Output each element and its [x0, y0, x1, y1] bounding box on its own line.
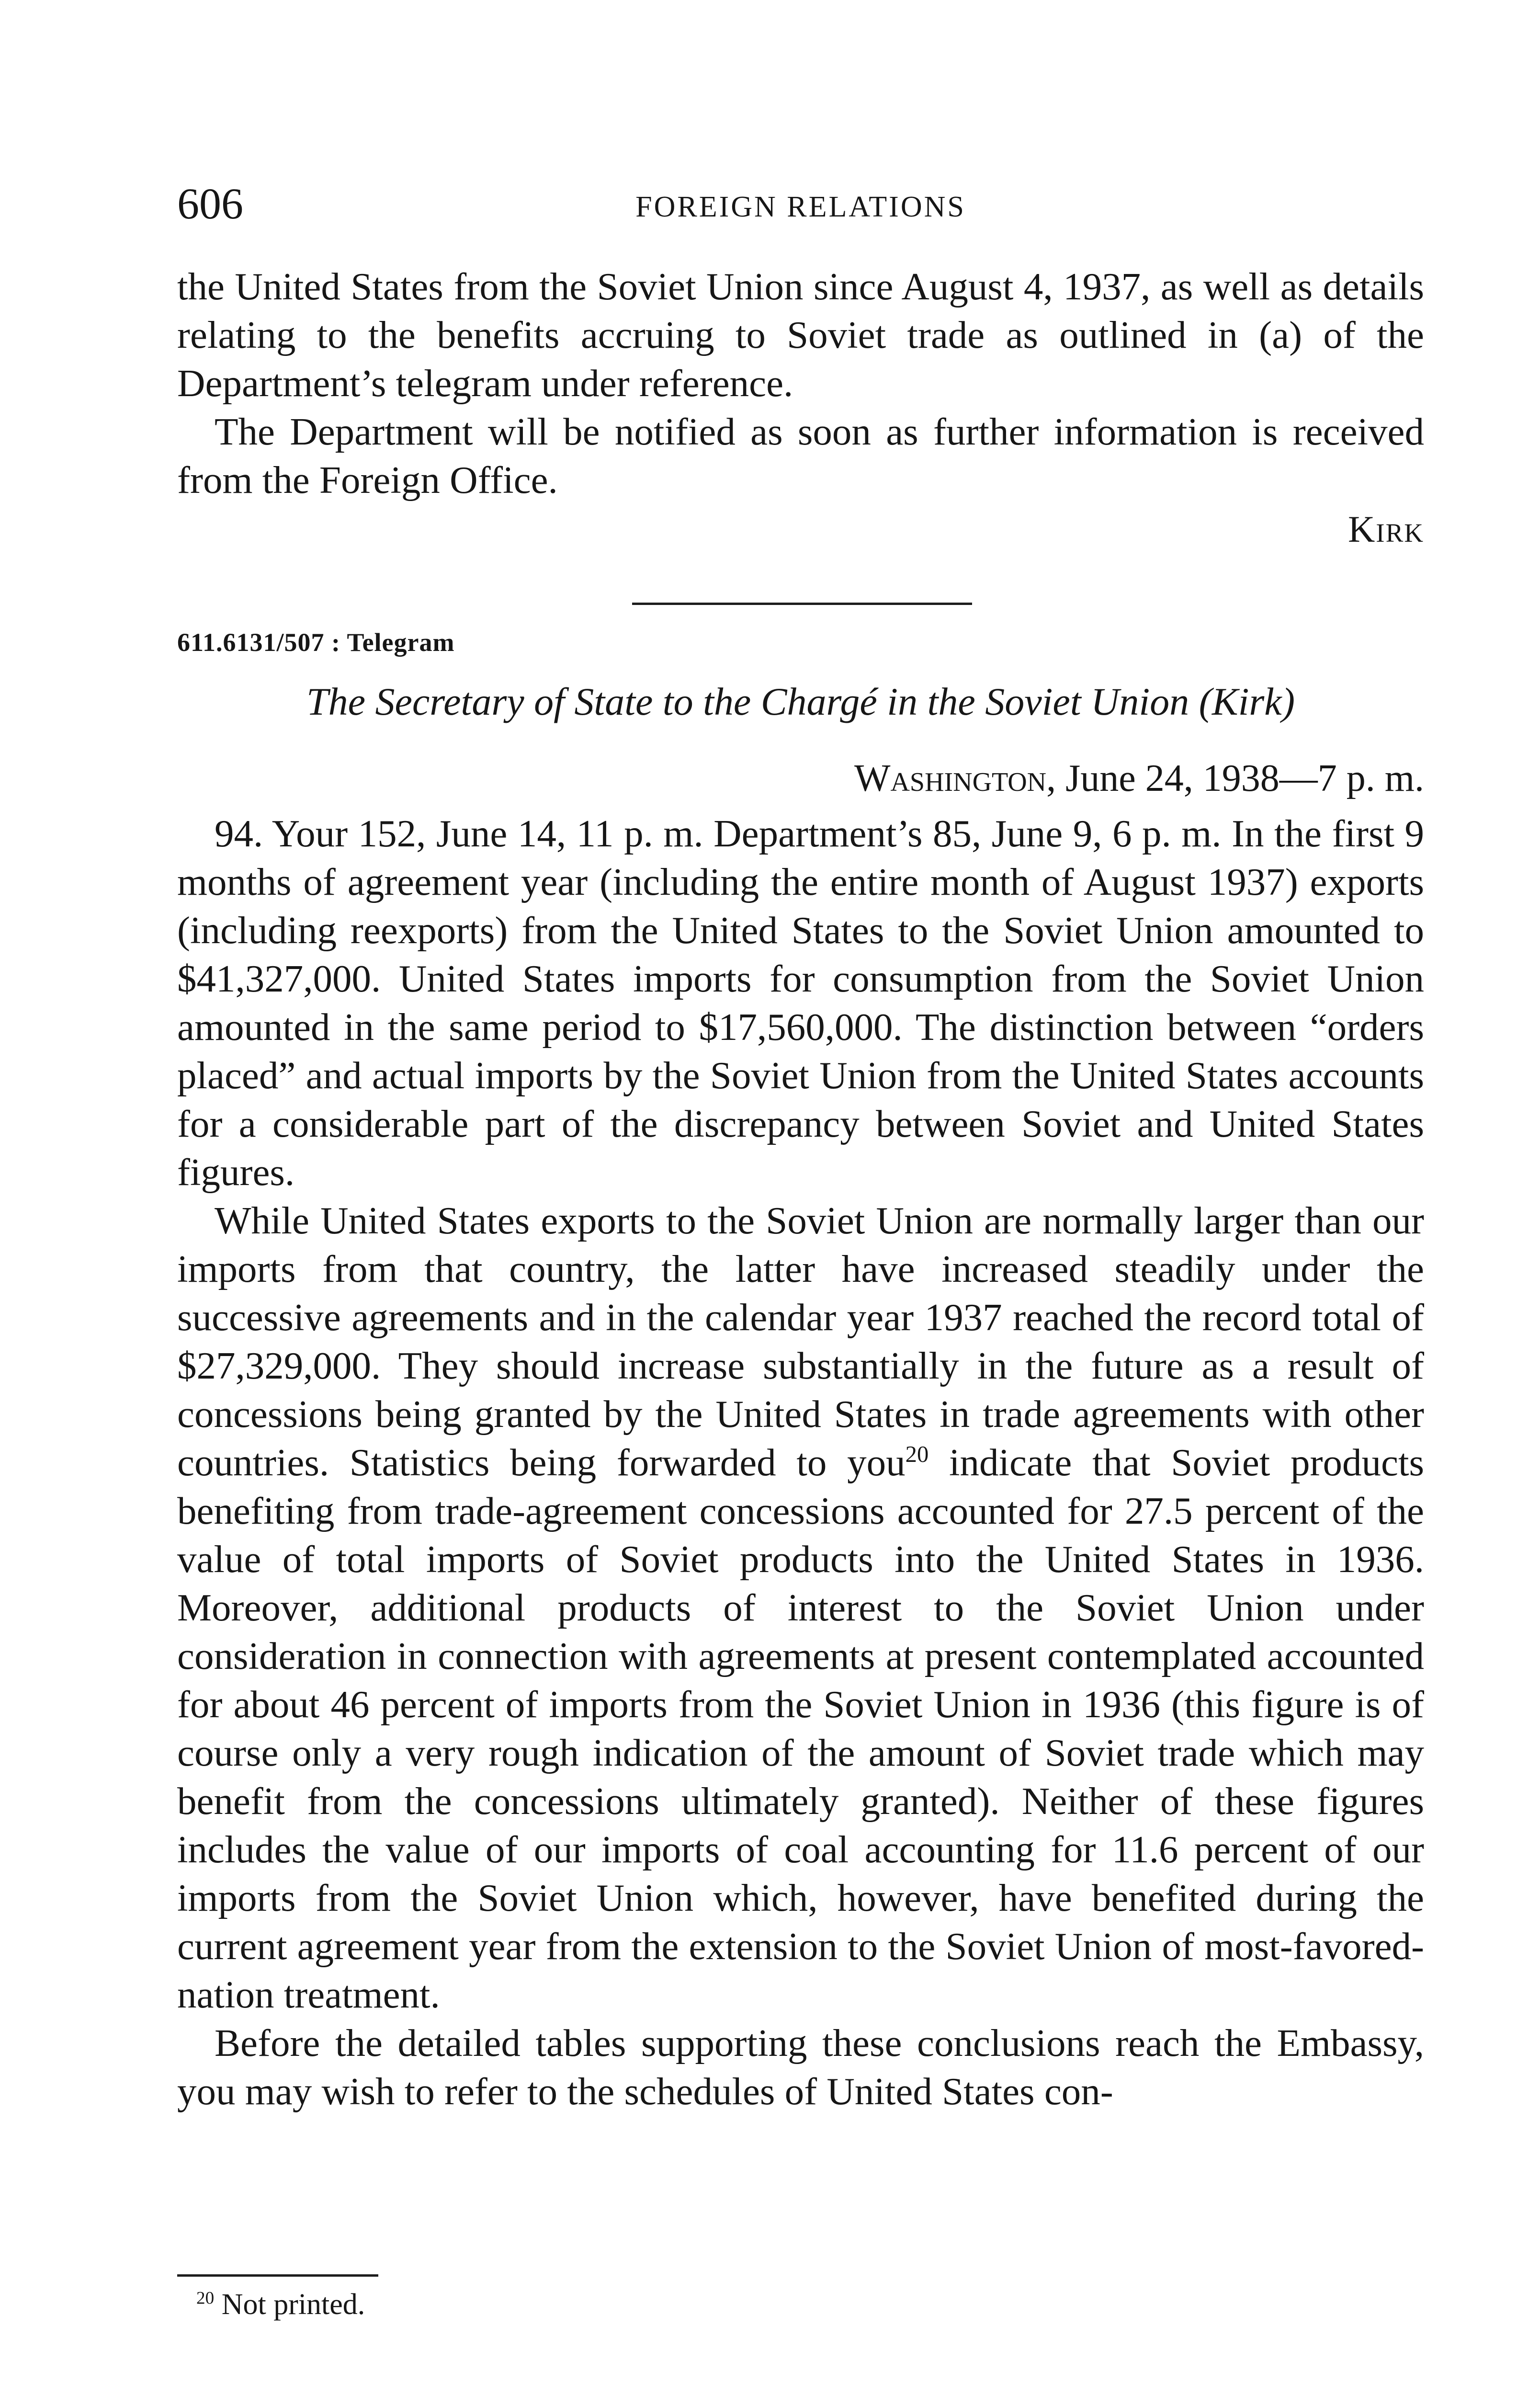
telegram-body [177, 810, 1424, 2116]
dateline-place: Washington [854, 757, 1047, 799]
telegram-paragraph-3: Before the detailed tables supporting these conclusions reach the Embassy, you may wish to refer to the schedules of United States con- [177, 2021, 1424, 2113]
running-head: FOREIGN RELATIONS [635, 191, 966, 223]
continued-paragraph: the United States from the Soviet Union since August 4, 1937, as well as details relating to the benefits accruing to Soviet trade as outlined in (a) of the Department’s telegram under reference. [177, 265, 1424, 405]
dateline-date: , June 24, 1938—7 p. m. [1046, 757, 1424, 799]
footnote-marker: 20 [196, 2288, 215, 2308]
dateline [854, 757, 1424, 800]
signature-kirk: Kirk [1348, 508, 1424, 550]
footnote-rule [177, 2274, 378, 2277]
continued-text [177, 262, 1424, 504]
telegram-paragraph-2 [177, 1197, 1424, 2019]
telegram-paragraph-2-part-1: While United States exports to the Soviet Union are normally larger than our imports from that country, the latter have increased steadily under the successive agreements and in the calendar year 1937 reached the record total of $27,329,000. They should increase substantially in the future as a result of concessions being granted by the United States in trade agreements with other countries. Statistics being forwarded to you [177, 1199, 1424, 1484]
section-divider [632, 603, 972, 605]
notification-paragraph: The Department will be notified as soon as further information is received from the Foreign Office. [177, 410, 1424, 502]
footnote [196, 2288, 365, 2322]
document-title: The Secretary of State to the Chargé in the Soviet Union (Kirk) [306, 680, 1295, 723]
telegram-paragraph-1: 94. Your 152, June 14, 11 p. m. Department’s 85, June 9, 6 p. m. In the first 9 months of agreement year (including the entire month of August 1937) exports (including reexports) from the United States to the Soviet Union amounted to $41,327,000. United States imports for consumption from the Soviet Union amounted in the same period to $17,560,000. The distinction between “orders placed” and actual imports by the Soviet Union from the United States accounts for a considerable part of the discrepancy between Soviet and United States figures. [177, 812, 1424, 1194]
file-reference: 611.6131/507 : Telegram [177, 628, 455, 657]
telegram-paragraph-2-part-2: indicate that Soviet products benefiting from trade-agreement concessions accounted for 27.5 percent of the value of total imports of Soviet products into the United States in 1936. Moreover, additional products of interest to the Soviet Union under consideration in connection with agreements at present contemplated accounted for about 46 percent of imports from the Soviet Union in 1936 (this figure is of course only a very rough indication of the amount of Soviet trade which may benefit from the concessions ultimately granted). Neither of these figures includes the value of our imports of coal accounting for 11.6 percent of our imports from the Soviet Union which, however, have benefited during the current agreement year from the extension to the Soviet Union of most-favored-nation treatment. [177, 1441, 1424, 2016]
footnote-text: Not printed. [221, 2288, 365, 2321]
page-number: 606 [177, 179, 243, 228]
footnote-reference: 20 [905, 1441, 929, 1467]
page-header [177, 177, 1424, 230]
